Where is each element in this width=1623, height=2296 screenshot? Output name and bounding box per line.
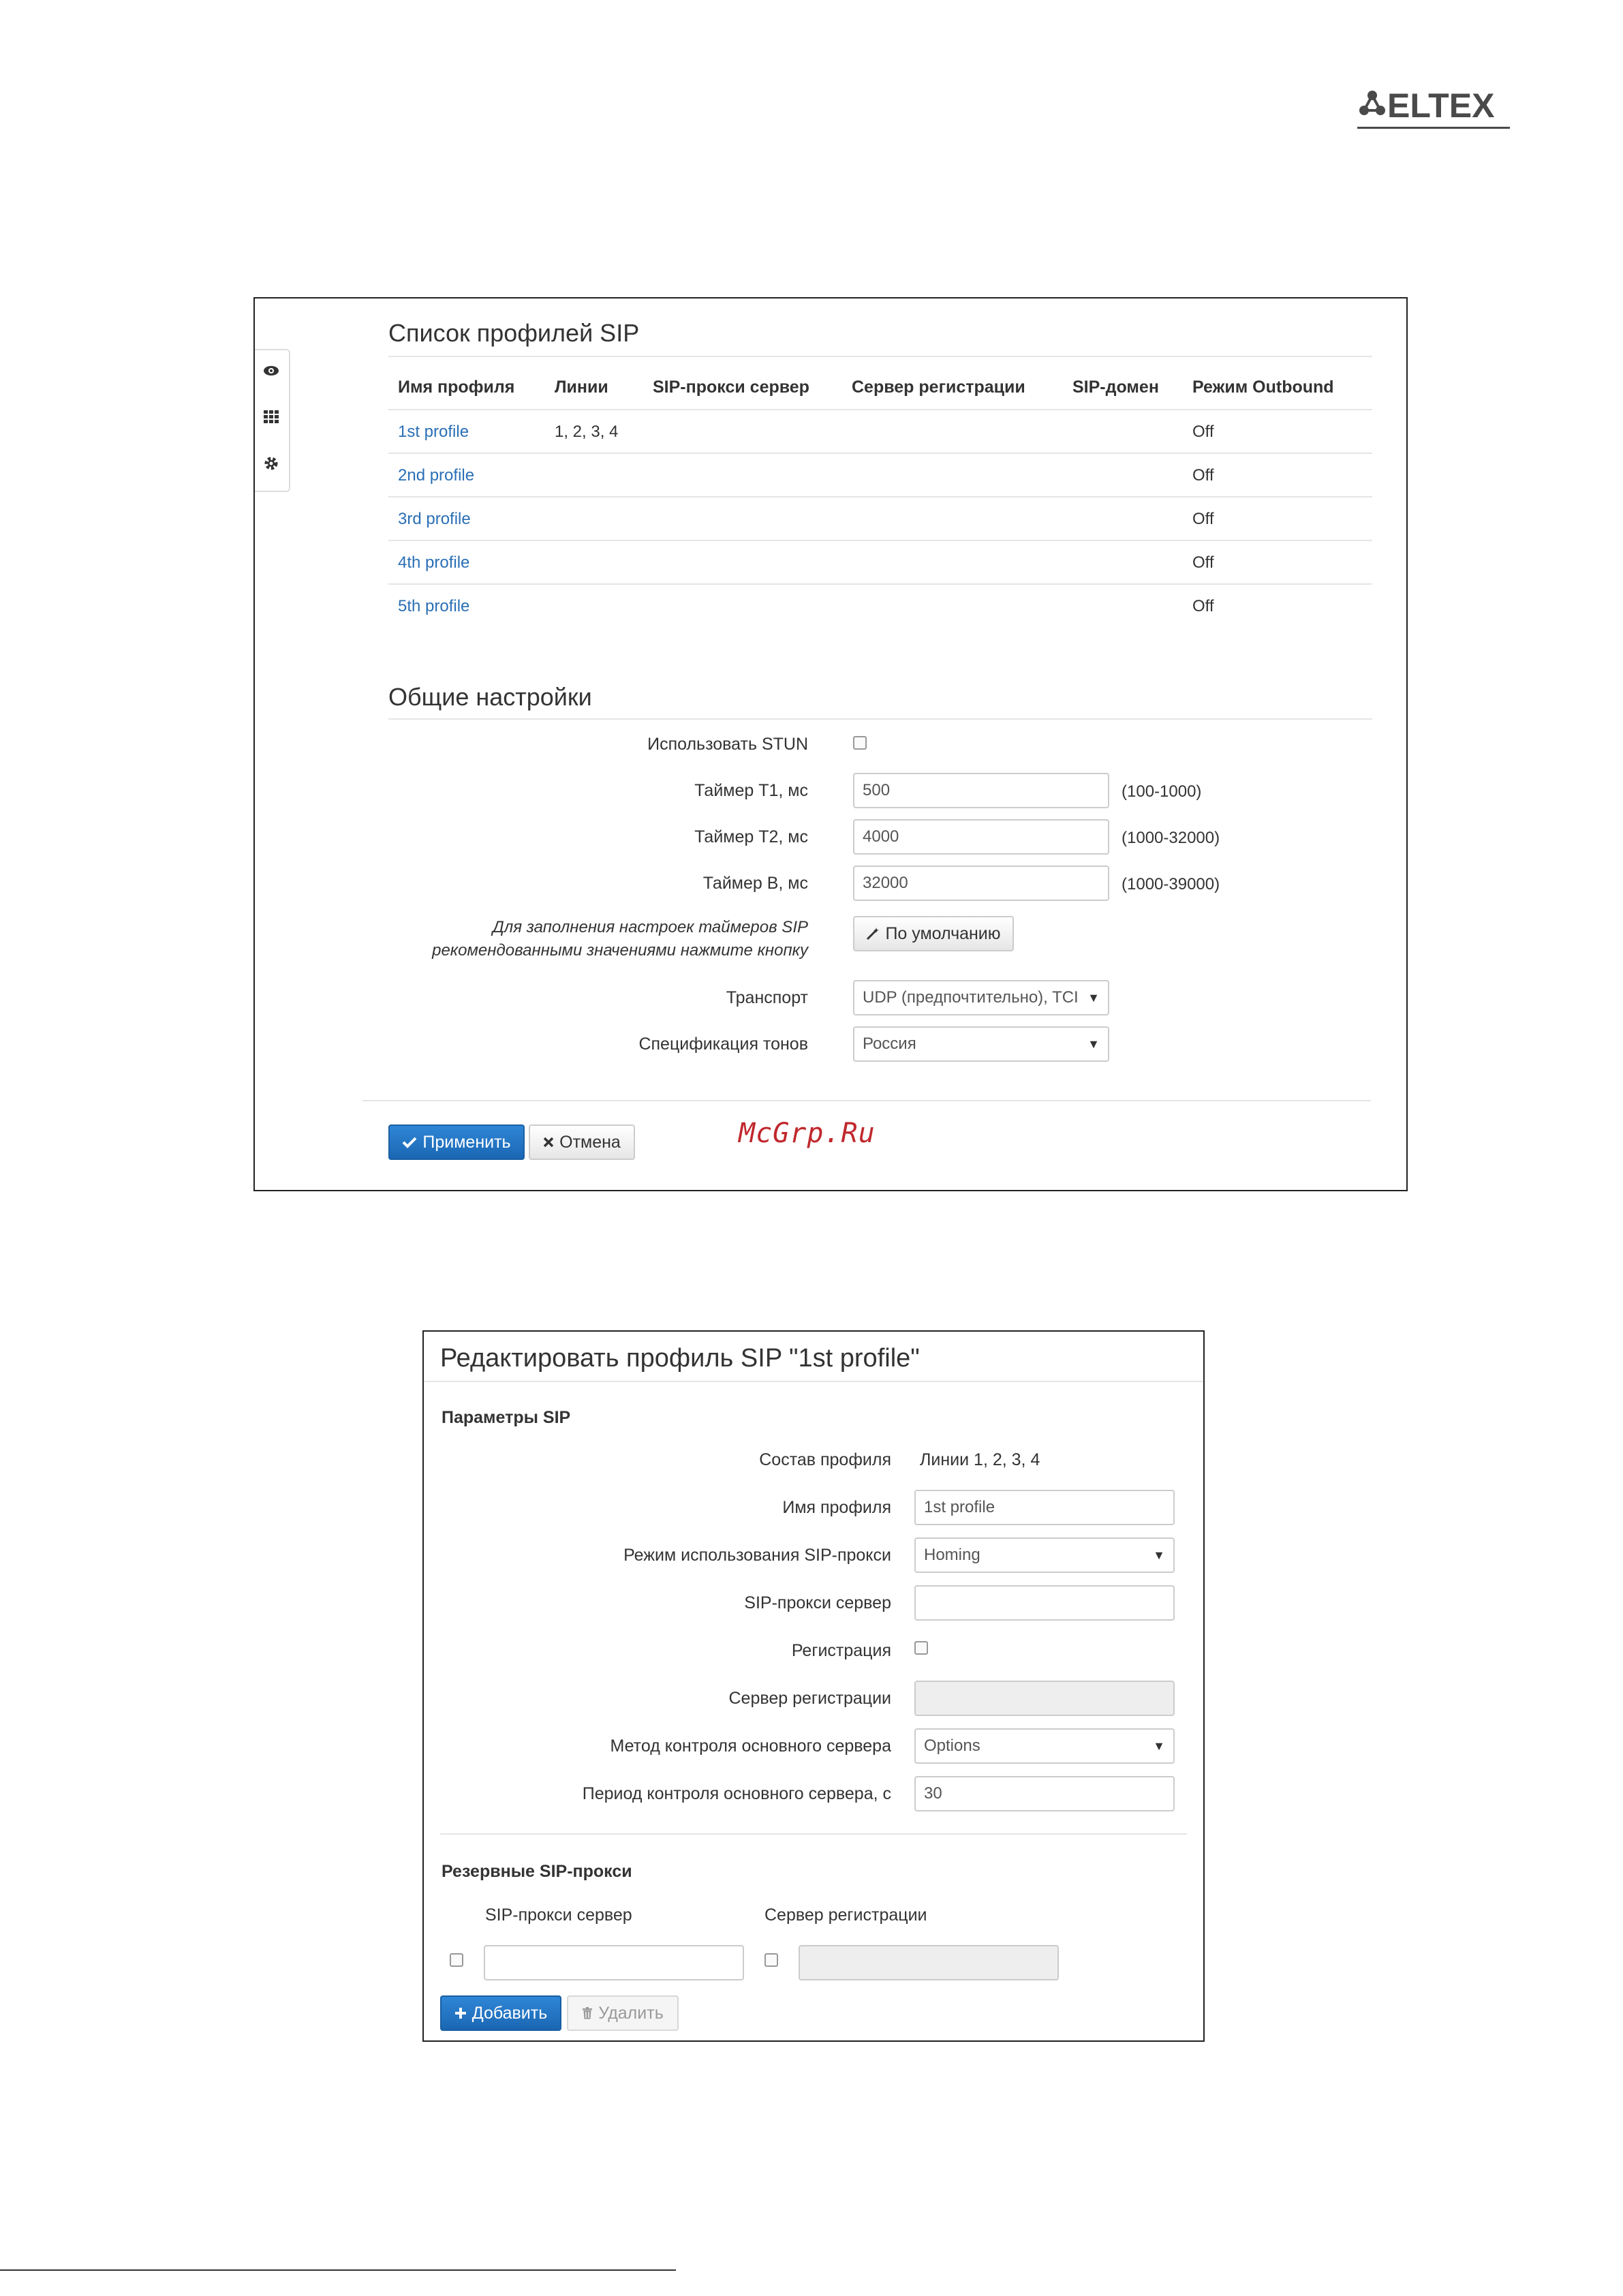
- tb-value: 32000: [863, 874, 908, 892]
- backup-proxy-header: Резервные SIP-прокси: [442, 1862, 632, 1881]
- edit-profile-figure: [422, 1330, 1205, 2042]
- profile-outbound: Off: [1192, 597, 1214, 615]
- caret-down-icon: ▼: [1087, 990, 1100, 1005]
- magic-wand-icon: [866, 927, 880, 940]
- eltex-logo-mark: [1356, 87, 1513, 135]
- table-row: [388, 496, 1372, 540]
- profile-name-label: Имя профиля: [782, 1498, 891, 1517]
- t2-label: Таймер Т2, мс: [694, 827, 808, 846]
- divider: [440, 1833, 1187, 1835]
- caret-down-icon: ▼: [1087, 1037, 1100, 1051]
- add-button-label: Добавить: [472, 2003, 548, 2023]
- t1-input[interactable]: [853, 773, 1109, 808]
- sip-profiles-figure: [253, 297, 1408, 1191]
- transport-label: Транспорт: [726, 988, 808, 1007]
- table-row: [388, 453, 1372, 496]
- profile-link[interactable]: 4th profile: [398, 553, 470, 572]
- t1-label: Таймер Т1, мс: [694, 781, 808, 800]
- column-header-lines: Линии: [555, 378, 608, 397]
- tones-value: Россия: [863, 1035, 916, 1053]
- logo-text: ELTEX: [1387, 87, 1495, 125]
- control-method-value: Options: [924, 1736, 980, 1755]
- side-toolbar: [255, 349, 290, 492]
- profile-name-value: 1st profile: [924, 1498, 995, 1516]
- general-settings-title: Общие настройки: [388, 683, 592, 711]
- tb-range: (1000-39000): [1122, 875, 1220, 893]
- proxy-mode-value: Homing: [924, 1546, 980, 1564]
- proxy-mode-select[interactable]: [914, 1537, 1175, 1573]
- column-header-name: Имя профиля: [398, 378, 515, 397]
- profile-link[interactable]: 1st profile: [398, 423, 469, 441]
- grid-icon[interactable]: [262, 408, 281, 427]
- control-period-label: Период контроля основного сервера, с: [582, 1784, 891, 1803]
- control-method-select[interactable]: [914, 1728, 1175, 1764]
- divider: [424, 1381, 1203, 1382]
- plus-icon: [454, 2007, 467, 2019]
- control-period-input[interactable]: [914, 1776, 1175, 1811]
- cancel-button-label: Отмена: [559, 1132, 621, 1152]
- tb-input[interactable]: [853, 866, 1109, 901]
- column-header-domain: SIP-домен: [1072, 378, 1159, 397]
- backup-registrar-checkbox[interactable]: [764, 1953, 778, 1967]
- profile-outbound: Off: [1192, 553, 1214, 572]
- t2-value: 4000: [863, 827, 899, 846]
- cancel-button[interactable]: [529, 1124, 635, 1160]
- backup-col-proxy: SIP-прокси сервер: [485, 1905, 632, 1925]
- tones-select[interactable]: [853, 1026, 1109, 1062]
- caret-down-icon: ▼: [1153, 1548, 1165, 1562]
- stun-checkbox[interactable]: [853, 736, 867, 750]
- registrar-label: Сервер регистрации: [728, 1689, 891, 1708]
- t1-value: 500: [863, 781, 891, 799]
- tones-label: Спецификация тонов: [638, 1035, 808, 1054]
- composition-value: Линии 1, 2, 3, 4: [920, 1450, 1040, 1469]
- t2-input[interactable]: [853, 819, 1109, 855]
- transport-value: UDP (предпочтительно), TCI: [863, 988, 1079, 1007]
- edit-profile-title: Редактировать профиль SIP "1st profile": [440, 1344, 920, 1373]
- control-method-label: Метод контроля основного сервера: [610, 1736, 891, 1756]
- hint-line-2: рекомендованными значениями нажмите кнопку: [432, 941, 808, 960]
- registration-checkbox[interactable]: [914, 1641, 928, 1655]
- caret-down-icon: ▼: [1153, 1739, 1165, 1753]
- trash-icon: [582, 2007, 593, 2019]
- registrar-input: [914, 1681, 1175, 1716]
- t1-range: (100-1000): [1122, 782, 1202, 801]
- footnote-separator: [0, 2269, 676, 2271]
- profile-outbound: Off: [1192, 423, 1214, 441]
- params-header: Параметры SIP: [442, 1408, 571, 1427]
- sip-list-title: Список профилей SIP: [388, 319, 640, 347]
- column-header-registrar: Сервер регистрации: [852, 378, 1025, 397]
- control-period-value: 30: [924, 1784, 942, 1803]
- profile-lines: 1, 2, 3, 4: [555, 423, 619, 441]
- apply-button[interactable]: [388, 1124, 525, 1160]
- backup-col-registrar: Сервер регистрации: [764, 1905, 927, 1925]
- eye-icon[interactable]: [262, 361, 281, 380]
- proxy-mode-label: Режим использования SIP-прокси: [623, 1546, 891, 1565]
- divider: [388, 356, 1372, 357]
- profile-name-input[interactable]: [914, 1490, 1175, 1525]
- hint-line-1: Для заполнения настроек таймеров SIP: [492, 918, 808, 936]
- eltex-logo: [1356, 87, 1513, 135]
- table-header: [388, 378, 1372, 405]
- table-row: [388, 583, 1372, 627]
- tb-label: Таймер В, мс: [702, 874, 808, 893]
- watermark: McGrp.Ru: [739, 1118, 876, 1149]
- profile-link[interactable]: 5th profile: [398, 597, 470, 615]
- stun-label: Использовать STUN: [647, 735, 808, 754]
- backup-proxy-checkbox[interactable]: [450, 1953, 463, 1967]
- profile-outbound: Off: [1192, 466, 1214, 485]
- delete-button[interactable]: [567, 1995, 679, 2031]
- registration-label: Регистрация: [791, 1641, 891, 1660]
- table-row: [388, 540, 1372, 583]
- backup-proxy-input[interactable]: [484, 1945, 744, 1980]
- profile-link[interactable]: 3rd profile: [398, 510, 471, 528]
- profile-outbound: Off: [1192, 510, 1214, 528]
- divider: [362, 1100, 1371, 1101]
- close-icon: [543, 1137, 554, 1148]
- check-icon: [402, 1136, 417, 1148]
- timers-hint: [372, 916, 808, 962]
- transport-select[interactable]: [853, 980, 1109, 1015]
- default-button[interactable]: [853, 916, 1014, 951]
- table-row: [388, 409, 1372, 453]
- apply-button-label: Применить: [422, 1132, 511, 1152]
- gear-icon[interactable]: [262, 454, 281, 473]
- profile-link[interactable]: 2nd profile: [398, 466, 475, 485]
- proxy-server-label: SIP-прокси сервер: [744, 1593, 891, 1612]
- t2-range: (1000-32000): [1122, 829, 1220, 847]
- column-header-outbound: Режим Outbound: [1192, 378, 1334, 397]
- proxy-server-input[interactable]: [914, 1585, 1175, 1621]
- column-header-proxy: SIP-прокси сервер: [653, 378, 809, 397]
- add-button[interactable]: [440, 1995, 561, 2031]
- default-button-label: По умолчанию: [885, 923, 1001, 943]
- delete-button-label: Удалить: [598, 2003, 664, 2023]
- composition-label: Состав профиля: [759, 1450, 891, 1469]
- backup-registrar-input: [799, 1945, 1059, 1980]
- divider: [388, 718, 1372, 720]
